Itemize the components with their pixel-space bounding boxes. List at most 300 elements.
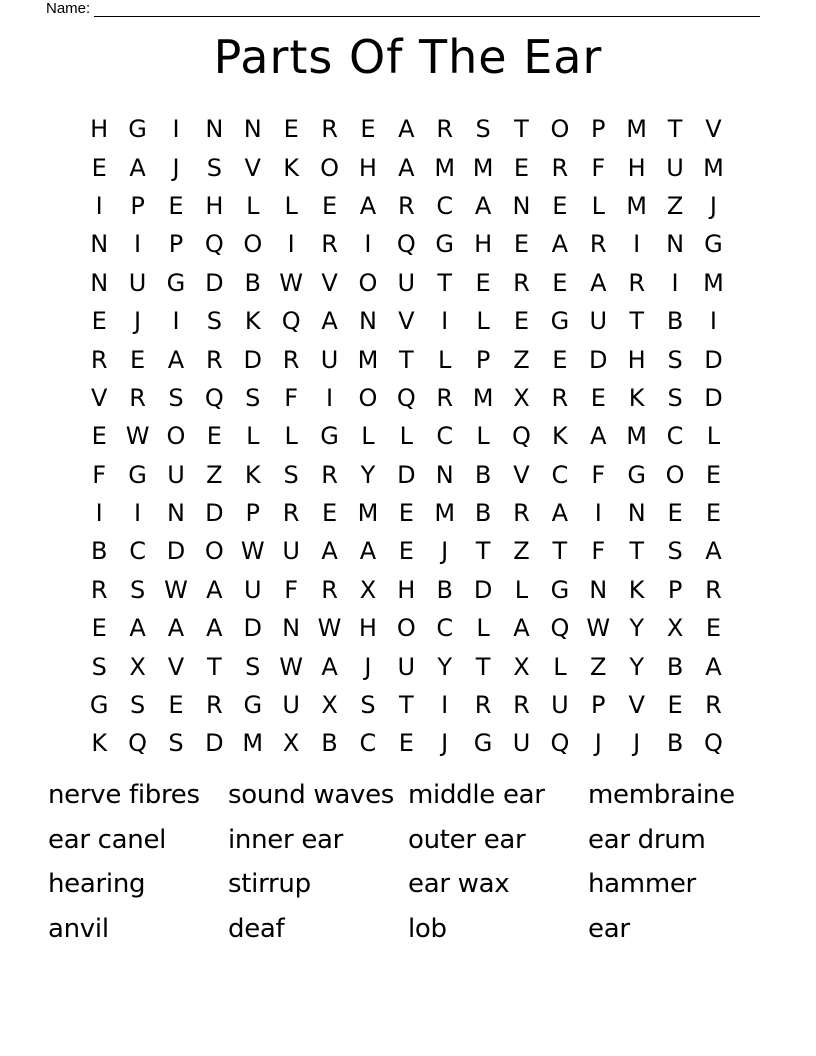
grid-letter: M (434, 153, 456, 182)
grid-letter: K (244, 460, 261, 489)
grid-letter: P (667, 575, 683, 604)
grid-letter: S (206, 153, 222, 182)
grid-letter: R (551, 383, 569, 412)
grid-letter: I (633, 230, 641, 259)
grid-letter: W (164, 575, 188, 604)
grid-letter: T (552, 537, 568, 566)
grid-letter: A (206, 614, 223, 643)
grid-letter: E (705, 614, 722, 643)
grid-letter: C (129, 537, 146, 566)
grid-letter: K (244, 307, 261, 336)
grid-letter: B (474, 460, 492, 489)
grid-letter: U (320, 345, 339, 374)
grid-letter: D (243, 614, 262, 643)
grid-letter: L (591, 191, 605, 220)
grid-letter: A (398, 115, 415, 144)
grid-letter: N (435, 460, 454, 489)
grid-letter: I (172, 307, 180, 336)
grid-letter: P (168, 230, 184, 259)
grid-letter: E (91, 153, 107, 182)
grid-letter: P (591, 691, 606, 720)
grid-letter: I (441, 307, 449, 336)
grid-letter: T (629, 537, 644, 566)
grid-letter: A (551, 230, 569, 259)
grid-letter: O (320, 153, 339, 182)
grid-letter: G (320, 422, 339, 451)
grid-letter: R (551, 153, 569, 182)
grid-letter: N (666, 230, 685, 259)
grid-letter: V (321, 268, 338, 297)
grid-letter: N (512, 191, 531, 220)
grid-letter: U (666, 153, 684, 182)
grid-letter: T (475, 652, 491, 681)
grid-letter: C (436, 191, 454, 220)
word-list-item: anvil (48, 913, 109, 944)
grid-letter: Q (281, 307, 301, 336)
grid-letter: N (90, 230, 109, 259)
grid-letter: I (95, 191, 103, 220)
grid-letter: F (591, 153, 606, 182)
word-list-item: hearing (48, 869, 146, 899)
grid-letter: X (321, 691, 338, 720)
grid-letter: I (326, 383, 334, 412)
grid-letter: H (205, 191, 224, 220)
grid-letter: F (284, 575, 299, 604)
word-list (48, 780, 768, 958)
grid-letter: R (90, 575, 108, 604)
grid-letter: D (704, 383, 723, 412)
grid-letter: S (283, 460, 299, 489)
grid-letter: L (246, 422, 260, 451)
grid-letter: T (475, 537, 491, 566)
name-label: Name: (46, 0, 91, 17)
grid-letter: R (206, 691, 223, 720)
grid-letter: E (321, 191, 338, 220)
grid-letter: R (321, 575, 338, 604)
grid-letter: E (552, 191, 568, 220)
grid-letter: G (128, 460, 147, 489)
grid-letter: J (172, 153, 180, 182)
grid-letter: Q (396, 230, 416, 259)
grid-letter: E (398, 499, 414, 528)
grid-letter: X (282, 729, 300, 758)
grid-letter: E (360, 115, 376, 144)
grid-letter: R (628, 268, 645, 297)
word-list-item: inner ear (228, 824, 344, 855)
grid-letter: H (90, 115, 109, 144)
word-list-item: lob (408, 913, 447, 944)
grid-letter: E (91, 307, 107, 336)
grid-letter: R (206, 345, 223, 374)
grid-letter: S (206, 307, 222, 336)
grid-letter: N (90, 268, 109, 297)
grid-letter: A (551, 499, 569, 528)
grid-letter: A (321, 652, 338, 681)
grid-letter: P (130, 191, 145, 220)
grid-letter: R (513, 499, 530, 528)
grid-letter: W (586, 614, 611, 643)
grid-letter: M (242, 729, 264, 758)
grid-letter: R (397, 191, 415, 220)
word-list-item: ear wax (408, 869, 510, 899)
grid-letter: M (626, 191, 648, 220)
grid-letter: H (627, 345, 646, 374)
grid-letter: E (206, 422, 222, 451)
grid-letter: E (667, 691, 683, 720)
grid-letter: Y (437, 652, 453, 681)
grid-letter: Z (513, 345, 530, 374)
grid-letter: N (358, 307, 377, 336)
grid-letter: O (665, 460, 685, 489)
grid-letter: A (321, 537, 338, 566)
grid-letter: V (513, 460, 530, 489)
grid-letter: R (436, 383, 454, 412)
grid-letter: T (514, 115, 529, 144)
grid-letter: S (667, 537, 683, 566)
grid-letter: N (205, 115, 224, 144)
grid-letter: Z (590, 652, 607, 681)
grid-letter: S (168, 729, 184, 758)
grid-letter: S (667, 345, 683, 374)
grid-letter: L (514, 575, 529, 604)
grid-letter: E (667, 499, 683, 528)
grid-letter: G (704, 230, 723, 259)
grid-letter: C (436, 614, 454, 643)
grid-letter: D (473, 575, 493, 604)
grid-letter: U (243, 575, 262, 604)
grid-letter: G (627, 460, 646, 489)
grid-letter: A (167, 614, 185, 643)
grid-letter: M (434, 499, 456, 528)
grid-letter: E (552, 268, 568, 297)
grid-letter: G (550, 307, 570, 336)
grid-letter: H (358, 614, 377, 643)
grid-letter: Z (206, 460, 223, 489)
grid-letter: S (360, 691, 376, 720)
grid-letter: G (128, 115, 147, 144)
grid-letter: F (591, 460, 606, 489)
name-field (46, 0, 760, 17)
grid-letter: M (626, 115, 648, 144)
grid-letter: L (284, 191, 298, 220)
grid-letter: O (550, 115, 570, 144)
grid-letter: C (551, 460, 569, 489)
grid-letter: B (90, 537, 108, 566)
grid-letter: W (240, 537, 265, 566)
grid-letter: S (91, 652, 107, 681)
grid-letter: I (594, 499, 602, 528)
grid-letter: K (552, 422, 568, 451)
page-title: Parts Of The Ear (213, 30, 603, 84)
grid-letter: A (359, 191, 377, 220)
grid-letter: S (129, 575, 146, 604)
grid-letter: N (243, 115, 262, 144)
grid-letter: Q (550, 614, 570, 643)
grid-letter: F (591, 537, 606, 566)
grid-letter: J (709, 191, 717, 220)
grid-letter: R (474, 691, 492, 720)
grid-letter: V (628, 691, 645, 720)
grid-letter: A (359, 537, 377, 566)
grid-letter: A (167, 345, 185, 374)
grid-letter: F (92, 460, 107, 489)
grid-letter: D (205, 729, 224, 758)
grid-letter: X (129, 652, 146, 681)
grid-letter: E (513, 307, 530, 336)
grid-letter: H (627, 153, 646, 182)
grid-letter: R (705, 691, 722, 720)
grid-letter: L (476, 307, 490, 336)
grid-letter: C (436, 422, 454, 451)
grid-letter: A (321, 307, 338, 336)
grid-letter: O (166, 422, 186, 451)
grid-letter: A (474, 191, 492, 220)
grid-letter: G (435, 230, 455, 259)
grid-letter: L (438, 345, 452, 374)
grid-letter: U (397, 268, 416, 297)
word-list-item: hammer (588, 869, 696, 899)
grid-letter: T (667, 115, 683, 144)
grid-letter: R (282, 345, 300, 374)
grid-letter: D (166, 537, 186, 566)
grid-letter: G (243, 691, 263, 720)
grid-letter: A (705, 652, 722, 681)
grid-letter: D (397, 460, 416, 489)
grid-letter: J (594, 729, 602, 758)
grid-letter: L (399, 422, 413, 451)
grid-letter: S (667, 383, 683, 412)
grid-letter: E (398, 729, 414, 758)
grid-letter: E (590, 383, 606, 412)
grid-letter: T (398, 691, 414, 720)
grid-letter: T (629, 307, 644, 336)
grid-letter: H (358, 153, 377, 182)
grid-letter: B (666, 652, 684, 681)
grid-letter: J (364, 652, 372, 681)
grid-letter: M (472, 153, 494, 182)
word-list-item: ear canel (48, 824, 167, 855)
grid-letter: R (282, 499, 300, 528)
word-list-item: deaf (228, 913, 285, 944)
grid-letter: T (437, 268, 453, 297)
grid-letter: L (361, 422, 375, 451)
letter-grid (80, 110, 733, 763)
grid-letter: R (321, 115, 338, 144)
grid-letter: E (705, 460, 722, 489)
grid-letter: K (91, 729, 108, 758)
grid-letter: T (207, 652, 222, 681)
grid-letter: S (129, 691, 146, 720)
grid-letter: D (704, 345, 723, 374)
grid-letter: V (90, 383, 108, 412)
grid-letter: M (357, 345, 379, 374)
grid-letter: F (284, 383, 299, 412)
grid-letter: W (279, 268, 304, 297)
grid-letter: U (551, 691, 569, 720)
grid-letter: O (396, 614, 416, 643)
grid-letter: J (441, 537, 449, 566)
grid-letter: O (243, 230, 263, 259)
word-list-item: nerve fibres (48, 780, 200, 810)
grid-letter: I (709, 307, 717, 336)
grid-letter: W (125, 422, 150, 451)
grid-letter: E (475, 268, 491, 297)
grid-letter: K (283, 153, 300, 182)
grid-letter: Q (396, 383, 416, 412)
grid-letter: I (95, 499, 103, 528)
grid-letter: L (553, 652, 567, 681)
grid-letter: B (436, 575, 453, 604)
grid-letter: N (589, 575, 608, 604)
grid-letter: E (91, 422, 107, 451)
grid-letter: Q (204, 230, 224, 259)
grid-letter: U (167, 460, 185, 489)
grid-letter: V (398, 307, 415, 336)
grid-letter: Q (550, 729, 570, 758)
grid-letter: U (589, 307, 608, 336)
grid-letter: R (705, 575, 722, 604)
grid-letter: Q (204, 383, 224, 412)
grid-letter: G (89, 691, 109, 720)
grid-letter: M (357, 499, 379, 528)
grid-letter: A (705, 537, 722, 566)
grid-letter: G (550, 575, 570, 604)
grid-letter: V (167, 652, 185, 681)
grid-letter: S (245, 652, 261, 681)
grid-letter: S (245, 383, 261, 412)
word-list-item: outer ear (408, 824, 526, 855)
grid-letter: E (168, 691, 184, 720)
grid-letter: I (441, 691, 449, 720)
grid-letter: L (706, 422, 721, 451)
grid-letter: S (475, 115, 491, 144)
grid-letter: M (626, 422, 648, 451)
grid-letter: B (666, 729, 684, 758)
word-list-item: membraine (588, 780, 735, 810)
grid-letter: Y (629, 614, 644, 643)
grid-letter: D (589, 345, 608, 374)
grid-letter: Q (704, 729, 723, 758)
word-list-item: stirrup (228, 869, 311, 899)
grid-letter: R (90, 345, 108, 374)
grid-letter: X (359, 575, 377, 604)
grid-letter: R (436, 115, 454, 144)
grid-letter: C (359, 729, 377, 758)
grid-letter: O (358, 268, 378, 297)
grid-letter: U (282, 691, 300, 720)
grid-letter: G (473, 729, 493, 758)
grid-letter: Z (666, 191, 684, 220)
grid-letter: M (703, 153, 724, 182)
grid-letter: B (666, 307, 684, 336)
grid-letter: E (513, 153, 530, 182)
grid-letter: W (317, 614, 342, 643)
grid-letter: Y (360, 460, 376, 489)
grid-letter: P (245, 499, 260, 528)
grid-letter: N (627, 499, 646, 528)
grid-letter: I (134, 499, 142, 528)
grid-letter: J (633, 729, 641, 758)
grid-letter: I (671, 268, 679, 297)
grid-letter: C (666, 422, 684, 451)
grid-letter: Y (629, 652, 644, 681)
grid-letter: H (474, 230, 493, 259)
grid-letter: X (513, 652, 530, 681)
grid-letter: R (321, 460, 338, 489)
word-list-item: ear (588, 913, 630, 944)
grid-letter: R (513, 691, 530, 720)
grid-letter: A (590, 422, 607, 451)
grid-letter: U (512, 729, 531, 758)
grid-letter: E (283, 115, 299, 144)
grid-letter: D (205, 268, 224, 297)
grid-letter: A (513, 614, 530, 643)
grid-letter: B (244, 268, 261, 297)
grid-letter: S (168, 383, 184, 412)
grid-letter: E (168, 191, 184, 220)
grid-letter: R (321, 230, 338, 259)
grid-letter: E (321, 499, 338, 528)
grid-letter: L (284, 422, 298, 451)
grid-letter: X (666, 614, 684, 643)
grid-letter: K (628, 575, 645, 604)
grid-letter: H (397, 575, 416, 604)
grid-letter: A (398, 153, 415, 182)
grid-letter: W (279, 652, 304, 681)
grid-letter: R (589, 230, 607, 259)
grid-letter: U (397, 652, 416, 681)
grid-letter: E (552, 345, 568, 374)
grid-letter: Z (513, 537, 530, 566)
grid-letter: I (287, 230, 295, 259)
grid-letter: D (243, 345, 262, 374)
grid-letter: E (513, 230, 530, 259)
grid-letter: V (705, 115, 722, 144)
grid-letter: A (129, 153, 146, 182)
grid-letter: R (513, 268, 530, 297)
grid-letter: I (172, 115, 180, 144)
grid-letter: J (441, 729, 449, 758)
word-list-item: ear drum (588, 824, 706, 855)
grid-letter: U (282, 537, 300, 566)
grid-letter: U (128, 268, 147, 297)
grid-letter: I (134, 230, 142, 259)
grid-letter: N (167, 499, 185, 528)
grid-letter: B (474, 499, 492, 528)
word-list-item: middle ear (408, 780, 545, 810)
grid-letter: D (205, 499, 224, 528)
grid-letter: E (130, 345, 146, 374)
grid-letter: Q (512, 422, 531, 451)
grid-letter: O (204, 537, 224, 566)
grid-letter: P (591, 115, 606, 144)
grid-letter: J (134, 307, 142, 336)
grid-letter: A (206, 575, 223, 604)
grid-letter: A (590, 268, 607, 297)
grid-letter: E (91, 614, 107, 643)
grid-letter: T (398, 345, 414, 374)
grid-letter: L (246, 191, 260, 220)
name-underline (94, 2, 760, 17)
grid-letter: P (475, 345, 491, 374)
grid-letter: V (244, 153, 261, 182)
grid-letter: Q (128, 729, 148, 758)
grid-letter: X (513, 383, 530, 412)
grid-letter: G (166, 268, 186, 297)
grid-letter: L (476, 422, 490, 451)
grid-letter: E (705, 499, 722, 528)
grid-letter: K (628, 383, 645, 412)
